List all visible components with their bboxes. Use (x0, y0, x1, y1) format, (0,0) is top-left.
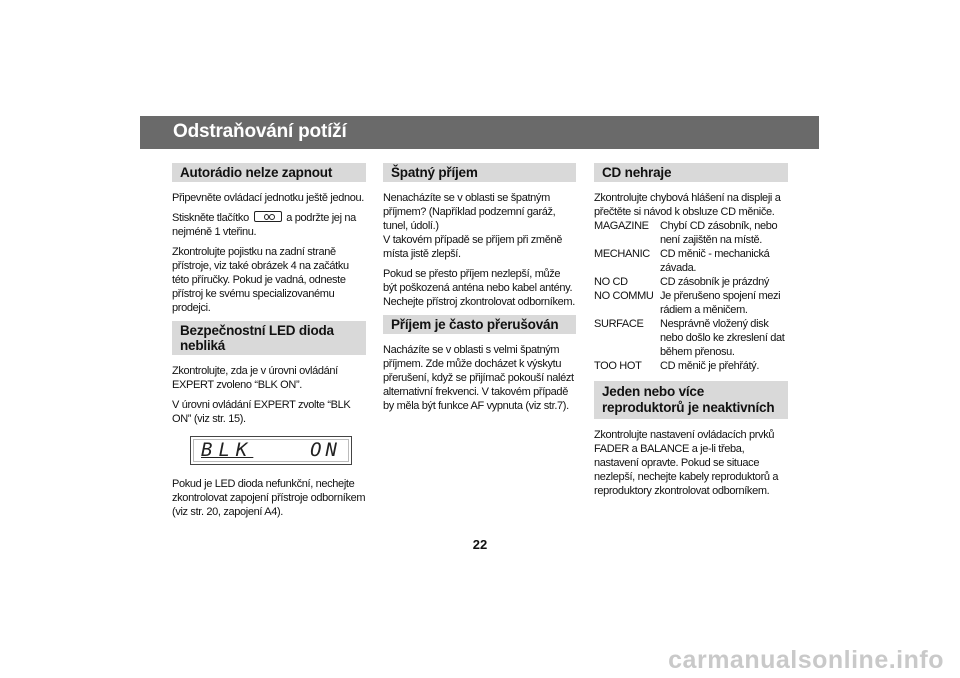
fault-description: CD zásobník je prázdný (660, 276, 770, 288)
paragraph: Zkontrolujte pojistku na zadní straně přístroje, viz také obrázek 4 na začátku této příručky. Pokud je vadná, odneste přístroj ke svému specializovanému prodejci. (172, 246, 349, 314)
lcd-display-illustration (190, 436, 352, 465)
fault-description: Je přerušeno spojení mezi rádiem a měničem. (660, 290, 781, 316)
fault-code: SURFACE (594, 318, 644, 330)
fault-code: MAGAZINE (594, 220, 649, 232)
lcd-text-right: ON (310, 439, 341, 461)
watermark: carmanualsonline.info (668, 646, 944, 674)
fault-description: CD měnič - mechanická závada. (660, 248, 770, 274)
paragraph: Připevněte ovládací jednotku ještě jednou. (172, 192, 364, 204)
paragraph-text: Stiskněte tlačítko (172, 212, 249, 224)
column-left (172, 163, 366, 525)
fault-code-list (594, 219, 788, 373)
section-heading-led: Bezpečnostní LED dioda nebliká (172, 321, 366, 355)
fault-code: TOO HOT (594, 360, 642, 372)
paragraph: Nacházíte se v oblasti s velmi špatným příjmem. Zde může docházet k výskytu přerušení, když se přijímač pokouší nalézt alternativní frekvenci. V takovém případě by měla být funkce AF vypnuta (viz str.7). (383, 344, 574, 412)
fault-row (594, 359, 788, 373)
title-banner (140, 116, 819, 149)
fault-code: NO CD (594, 276, 628, 288)
paragraph-text: a podržte jej na nejméně 1 vteřinu. (172, 212, 356, 238)
paragraph: Zkontrolujte, zda je v úrovni ovládání EXPERT zvoleno “BLK ON”. (172, 365, 338, 391)
paragraph: Pokud je LED dioda nefunkční, nechejte zkontrolovat zapojení přístroje odborníkem (viz str. 20, zapojení A4). (172, 478, 366, 518)
column-right (594, 163, 788, 504)
paragraph: V takovém případě se příjem při změně místa jistě zlepší. (383, 234, 563, 260)
fault-row (594, 275, 788, 289)
fault-row (594, 289, 788, 317)
paragraph: Zkontrolujte nastavení ovládacích prvků FADER a BALANCE a je-li třeba, nastavení opravte. Pokud se situace nezlepší, nechejte kabely reproduktorů a reproduktory zkontrolovat odborníkem. (594, 429, 779, 497)
fault-row (594, 247, 788, 275)
fault-description: Nesprávně vložený disk nebo došlo ke zkreslení dat během přenosu. (660, 318, 785, 358)
section-heading-cd: CD nehraje (594, 163, 788, 182)
fault-description: CD měnič je přehřátý. (660, 360, 760, 372)
fault-description: Chybí CD zásobník, nebo není zajištěn na místě. (660, 220, 778, 246)
page-title: Odstraňování potíží (173, 121, 347, 142)
lcd-text-left: BLK (201, 439, 254, 461)
paragraph: Pokud se přesto příjem nezlepší, může být poškozená anténa nebo kabel antény. Nechejte přístroj zkontrolovat odborníkem. (383, 268, 575, 308)
section-heading-bad-reception: Špatný příjem (383, 163, 576, 182)
paragraph: Zkontrolujte chybová hlášení na displeji a přečtěte si návod k obsluze CD měniče. (594, 192, 781, 218)
paragraph: V úrovni ovládání EXPERT zvolte “BLK ON” (viz str. 15). (172, 399, 351, 425)
fault-code: NO COMMU (594, 290, 654, 302)
section-heading-speakers: Jeden nebo více reproduktorů je neaktivních (594, 381, 788, 419)
section-heading-no-power: Autorádio nelze zapnout (172, 163, 366, 182)
column-middle (383, 163, 576, 419)
fault-code: MECHANIC (594, 248, 650, 260)
page-number: 22 (472, 537, 488, 552)
section-heading-interrupted: Příjem je často přerušován (383, 315, 576, 334)
fault-row (594, 317, 788, 359)
power-button-icon (254, 211, 282, 222)
paragraph-button-instruction (172, 211, 366, 239)
fault-row (594, 219, 788, 247)
paragraph: Nenacházíte se v oblasti se špatným příjmem? (Například podzemní garáž, tunel, údolí.) (383, 192, 556, 232)
